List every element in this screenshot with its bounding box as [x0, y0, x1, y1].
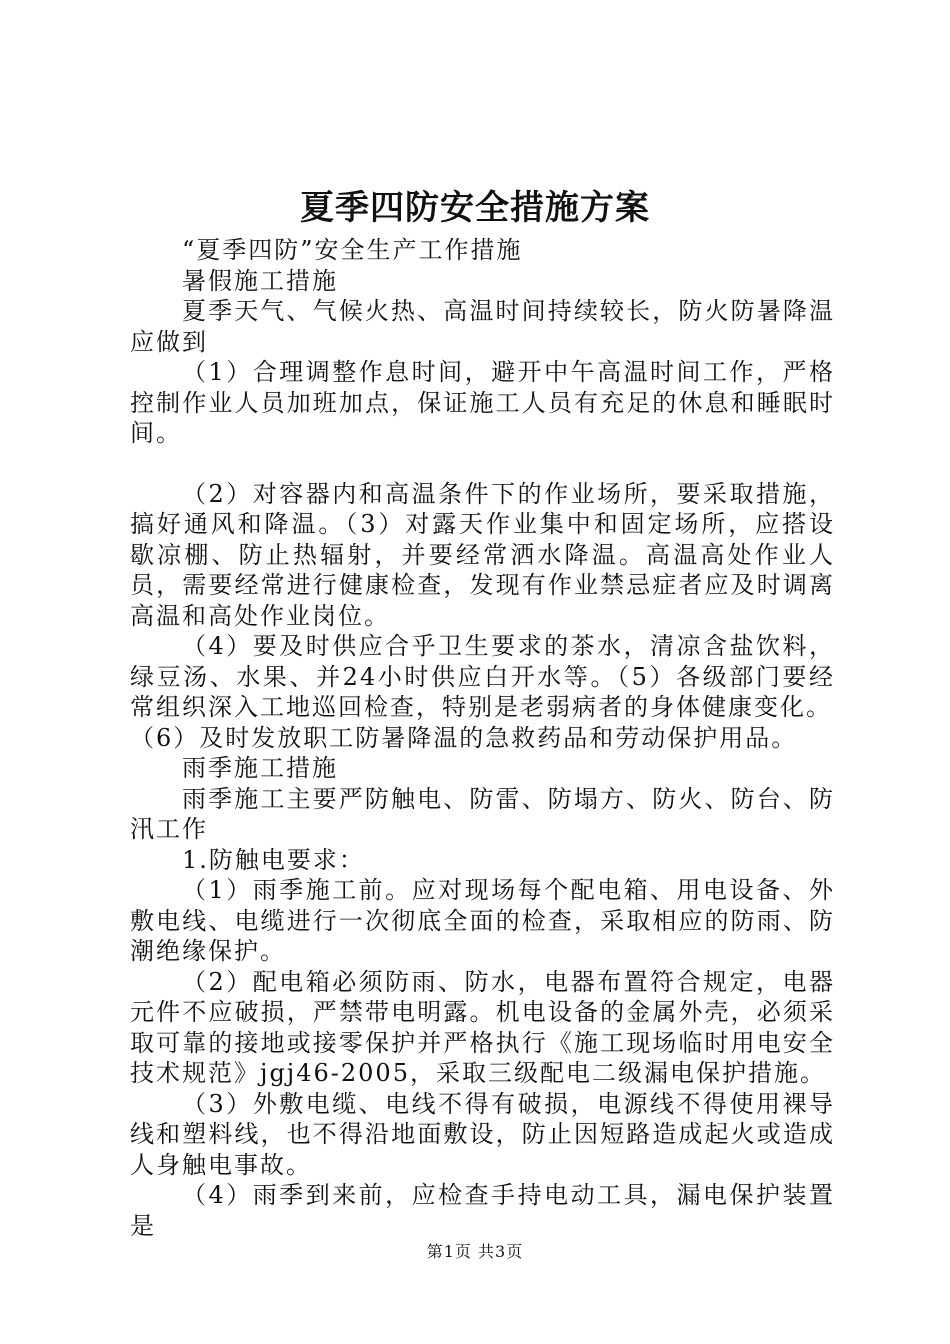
paragraph: 雨季施工主要严防触电、防雷、防塌方、防火、防台、防汛工作	[130, 784, 835, 843]
document-title: 夏季四防安全措施方案	[300, 188, 650, 228]
paragraph: （2）配电箱必须防雨、防水，电器布置符合规定，电器元件不应破损，严禁带电明露。机电设备的金属外壳，必须采取可靠的接地或接零保护并严格执行《施工现场临时用电安全技术规范》jgj46-2005，采取三级配电二级漏电保护措施。	[130, 967, 835, 1087]
subsection-heading: 暑假施工措施	[182, 266, 338, 295]
paragraph: （4）雨季到来前，应检查手持电动工具，漏电保护装置是	[130, 1181, 835, 1240]
paragraph: 夏季天气、气候火热、高温时间持续较长，防火防暑降温应做到	[130, 297, 835, 356]
paragraph: （4）要及时供应合乎卫生要求的茶水，清凉含盐饮料，绿豆汤、水果、并24小时供应白开水等。（5）各级部门要经常组织深入工地巡回检查，特别是老弱病者的身体健康变化。	[130, 632, 835, 721]
paragraph: （6）及时发放职工防暑降温的急救药品和劳动保护用品。	[130, 723, 798, 752]
subsection-heading: 雨季施工措施	[182, 754, 338, 782]
page-footer: 第1页 共3页	[426, 1242, 524, 1261]
list-heading: 1.防触电要求：	[182, 845, 365, 874]
document-body	[130, 235, 835, 1241]
paragraph: （1）雨季施工前。应对现场每个配电箱、用电设备、外敷电线、电缆进行一次彻底全面的检查，采取相应的防雨、防潮绝缘保护。	[130, 876, 835, 965]
paragraph: （3）外敷电缆、电线不得有破损，电源线不得使用裸导线和塑料线，也不得沿地面敷设，防止因短路造成起火或造成人身触电事故。	[130, 1089, 835, 1179]
section-heading: “夏季四防”安全生产工作措施	[182, 236, 523, 264]
paragraph: （2）对容器内和高温条件下的作业场所，要采取措施，搞好通风和降温。（3）对露天作业集中和固定场所，应搭设歇凉棚、防止热辐射，并要经常洒水降温。高温高处作业人员，需要经常进行健康检查，发现有作业禁忌症者应及时调离高温和高处作业岗位。	[130, 479, 835, 630]
paragraph: （1）合理调整作息时间，避开中午高温时间工作，严格控制作业人员加班加点，保证施工人员有充足的休息和睡眠时间。	[130, 358, 835, 447]
